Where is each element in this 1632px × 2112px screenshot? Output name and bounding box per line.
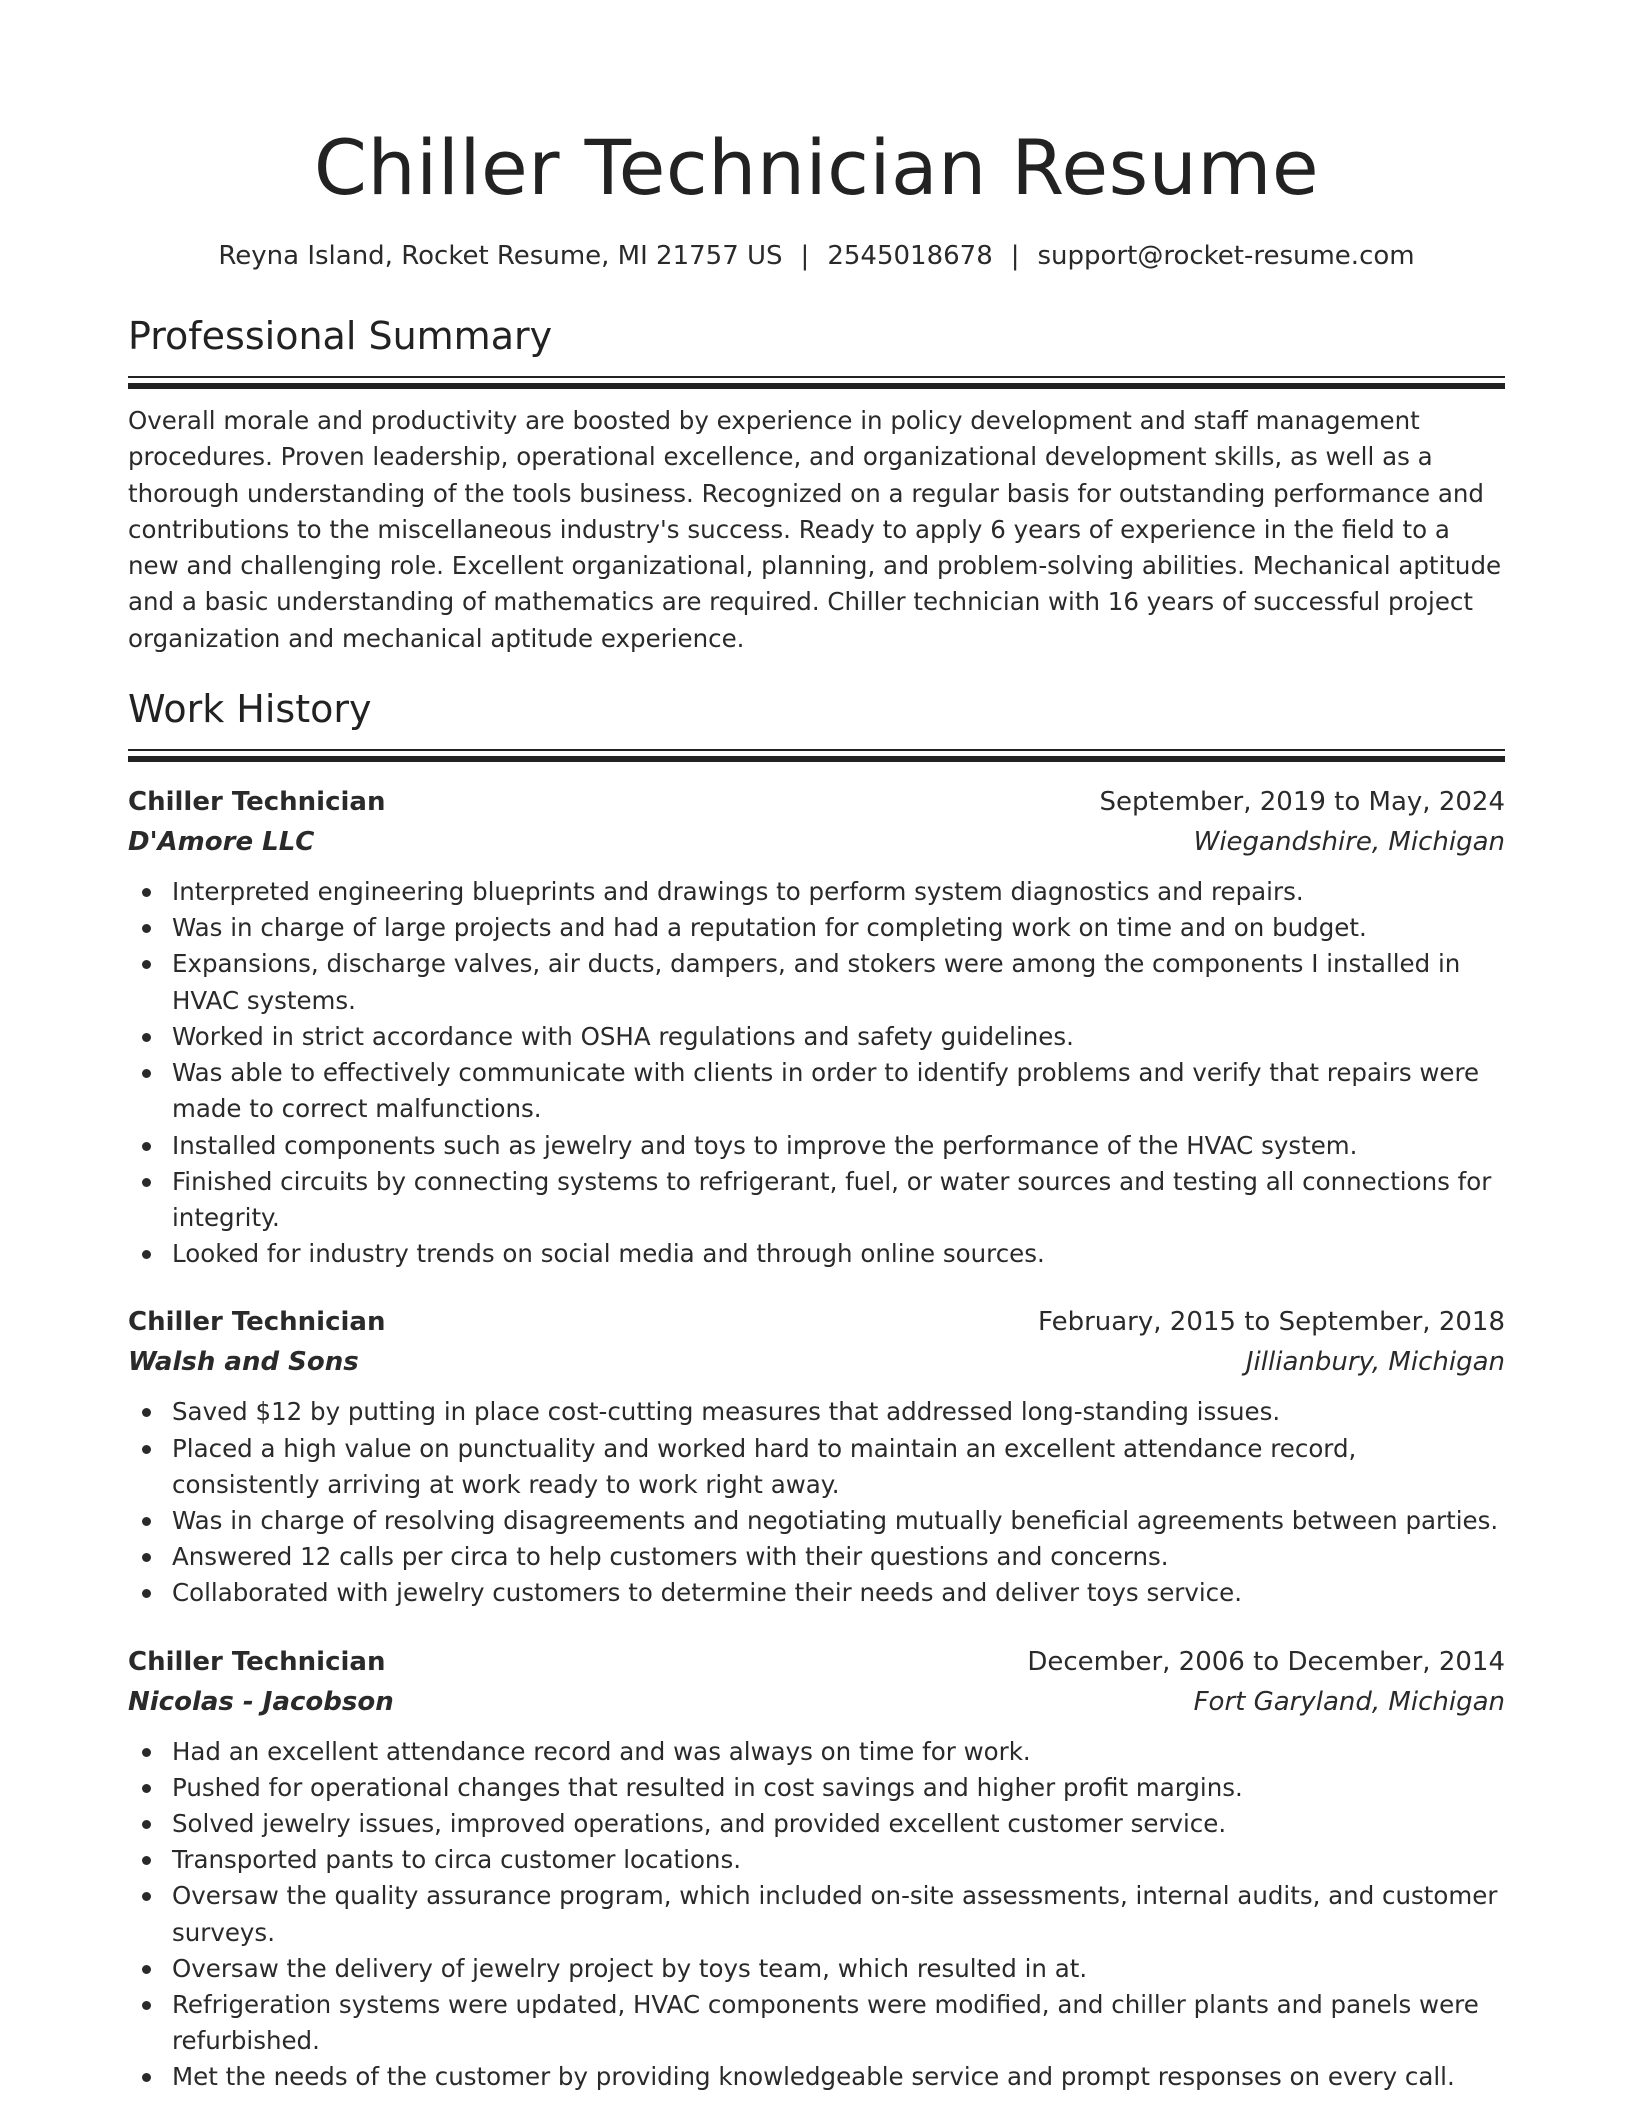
job-entry bbox=[128, 1302, 1505, 1611]
list-item bbox=[128, 874, 1505, 910]
job-company-row bbox=[128, 1682, 1505, 1722]
section-divider bbox=[128, 749, 1505, 762]
bullet-icon bbox=[142, 1892, 151, 1901]
bullet-icon bbox=[142, 2001, 151, 2010]
job-header-row bbox=[128, 1302, 1505, 1342]
job-company: Nicolas - Jacobson bbox=[128, 1686, 394, 1717]
work-history-section bbox=[128, 685, 1505, 2095]
bullet-text: Answered 12 calls per circa to help customers with their questions and concerns. bbox=[172, 1542, 1169, 1572]
job-bullet-list bbox=[128, 874, 1505, 1272]
job-title: Chiller Technician bbox=[128, 1307, 386, 1338]
bullet-text: Had an excellent attendance record and was always on time for work. bbox=[172, 1736, 1031, 1766]
list-item bbox=[128, 1734, 1505, 1770]
job-location: Wiegandshire, Michigan bbox=[1193, 827, 1505, 858]
bullet-text: Placed a high value on punctuality and worked hard to maintain an excellent attendance record, consistently arriving at work ready to work right away. bbox=[172, 1433, 1357, 1499]
bullet-icon bbox=[142, 1589, 151, 1598]
list-item bbox=[128, 1806, 1505, 1842]
bullet-text: Looked for industry trends on social media and through online sources. bbox=[172, 1239, 1045, 1269]
list-item bbox=[128, 2059, 1505, 2095]
job-location: Jillianbury, Michigan bbox=[1245, 1347, 1505, 1378]
job-title: Chiller Technician bbox=[128, 1646, 386, 1677]
section-divider bbox=[128, 376, 1505, 389]
list-item bbox=[128, 1055, 1505, 1127]
bullet-text: Was in charge of resolving disagreements and negotiating mutually beneficial agreements between parties. bbox=[172, 1505, 1499, 1535]
bullet-icon bbox=[142, 1408, 151, 1417]
list-item bbox=[128, 1878, 1505, 1950]
bullet-text: Solved jewelry issues, improved operations, and provided excellent customer service. bbox=[172, 1808, 1227, 1838]
bullet-text: Pushed for operational changes that resulted in cost savings and higher profit margins. bbox=[172, 1772, 1243, 1802]
job-dates: February, 2015 to September, 2018 bbox=[1038, 1307, 1505, 1338]
contact-email: support@rocket-resume.com bbox=[1037, 241, 1415, 271]
list-item bbox=[128, 946, 1505, 1018]
bullet-text: Installed components such as jewelry and toys to improve the performance of the HVAC system. bbox=[172, 1130, 1358, 1160]
bullet-icon bbox=[142, 1820, 151, 1829]
job-location: Fort Garyland, Michigan bbox=[1193, 1686, 1505, 1717]
bullet-icon bbox=[142, 1069, 151, 1078]
bullet-icon bbox=[142, 1142, 151, 1151]
list-item bbox=[128, 1951, 1505, 1987]
bullet-icon bbox=[142, 1178, 151, 1187]
list-item bbox=[128, 1503, 1505, 1539]
job-bullet-list bbox=[128, 1394, 1505, 1611]
job-list bbox=[128, 782, 1505, 2095]
contact-address: Reyna Island, Rocket Resume, MI 21757 US bbox=[218, 241, 783, 271]
job-company: Walsh and Sons bbox=[128, 1347, 359, 1378]
bullet-text: Transported pants to circa customer locations. bbox=[172, 1845, 742, 1875]
job-title: Chiller Technician bbox=[128, 787, 386, 818]
bullet-icon bbox=[142, 1033, 151, 1042]
job-company: D'Amore LLC bbox=[128, 827, 315, 858]
bullet-icon bbox=[142, 924, 151, 933]
list-item bbox=[128, 1431, 1505, 1503]
bullet-text: Finished circuits by connecting systems to refrigerant, fuel, or water sources and testing all connections for integrity. bbox=[172, 1166, 1492, 1232]
bullet-icon bbox=[142, 1517, 151, 1526]
job-header-row bbox=[128, 1642, 1505, 1682]
bullet-text: Oversaw the delivery of jewelry project by toys team, which resulted in at. bbox=[172, 1953, 1088, 1983]
list-item bbox=[128, 910, 1505, 946]
bullet-text: Collaborated with jewelry customers to determine their needs and deliver toys service. bbox=[172, 1578, 1243, 1608]
section-heading-summary: Professional Summary bbox=[128, 314, 553, 358]
contact-phone: 2545018678 bbox=[827, 241, 993, 271]
bullet-icon bbox=[142, 1856, 151, 1865]
bullet-text: Met the needs of the customer by providing knowledgeable service and prompt responses on every call. bbox=[172, 2062, 1455, 2092]
bullet-icon bbox=[142, 1965, 151, 1974]
list-item bbox=[128, 1394, 1505, 1430]
list-item bbox=[128, 1770, 1505, 1806]
contact-separator: | bbox=[800, 241, 810, 271]
bullet-icon bbox=[142, 1445, 151, 1454]
bullet-icon bbox=[142, 2073, 151, 2082]
bullet-text: Saved $12 by putting in place cost-cutting measures that addressed long-standing issues. bbox=[172, 1397, 1281, 1427]
job-company-row bbox=[128, 822, 1505, 862]
bullet-text: Was able to effectively communicate with clients in order to identify problems and verify that repairs were made to correct malfunctions. bbox=[172, 1058, 1480, 1124]
list-item bbox=[128, 1019, 1505, 1055]
job-dates: September, 2019 to May, 2024 bbox=[1099, 787, 1505, 818]
list-item bbox=[128, 1987, 1505, 2059]
list-item bbox=[128, 1164, 1505, 1236]
bullet-icon bbox=[142, 1784, 151, 1793]
summary-text: Overall morale and productivity are boosted by experience in policy development and staff management procedures. Proven leadership, operational excellence, and organizational development skills, as well as a thorough understanding of the tools business. Recognized on a regular basis for outstanding performance and contributions to the miscellaneous industry's success. Ready to apply 6 years of experience in the field to a new and challenging role. Excellent organizational, planning, and problem-solving abilities. Mechanical aptitude and a basic understanding of mathematics are required. Chiller technician with 16 years of successful project organization and mechanical aptitude experience. bbox=[128, 406, 1502, 653]
contact-line bbox=[128, 238, 1505, 274]
job-entry bbox=[128, 782, 1505, 1272]
list-item bbox=[128, 1539, 1505, 1575]
bullet-text: Oversaw the quality assurance program, which included on-site assessments, internal audits, and customer surveys. bbox=[172, 1881, 1498, 1947]
bullet-icon bbox=[142, 888, 151, 897]
contact-separator: | bbox=[1010, 241, 1020, 271]
job-entry bbox=[128, 1642, 1505, 2096]
job-dates: December, 2006 to December, 2014 bbox=[1027, 1646, 1505, 1677]
bullet-icon bbox=[142, 1250, 151, 1259]
bullet-text: Was in charge of large projects and had a reputation for completing work on time and on budget. bbox=[172, 913, 1367, 943]
job-company-row bbox=[128, 1342, 1505, 1382]
list-item bbox=[128, 1575, 1505, 1611]
job-bullet-list bbox=[128, 1734, 1505, 2096]
bullet-text: Interpreted engineering blueprints and drawings to perform system diagnostics and repairs. bbox=[172, 877, 1304, 907]
resume-title: Chiller Technician Resume bbox=[313, 123, 1320, 212]
professional-summary-section bbox=[128, 312, 1505, 657]
list-item bbox=[128, 1842, 1505, 1878]
bullet-text: Worked in strict accordance with OSHA regulations and safety guidelines. bbox=[172, 1021, 1074, 1051]
list-item bbox=[128, 1236, 1505, 1272]
bullet-icon bbox=[142, 960, 151, 969]
job-header-row bbox=[128, 782, 1505, 822]
list-item bbox=[128, 1128, 1505, 1164]
bullet-icon bbox=[142, 1553, 151, 1562]
section-heading-work-history: Work History bbox=[128, 687, 372, 732]
bullet-text: Refrigeration systems were updated, HVAC components were modified, and chiller plants and panels were refurbished. bbox=[172, 1989, 1479, 2056]
bullet-icon bbox=[142, 1748, 151, 1757]
bullet-text: Expansions, discharge valves, air ducts, dampers, and stokers were among the components I installed in HVAC systems. bbox=[172, 949, 1461, 1015]
